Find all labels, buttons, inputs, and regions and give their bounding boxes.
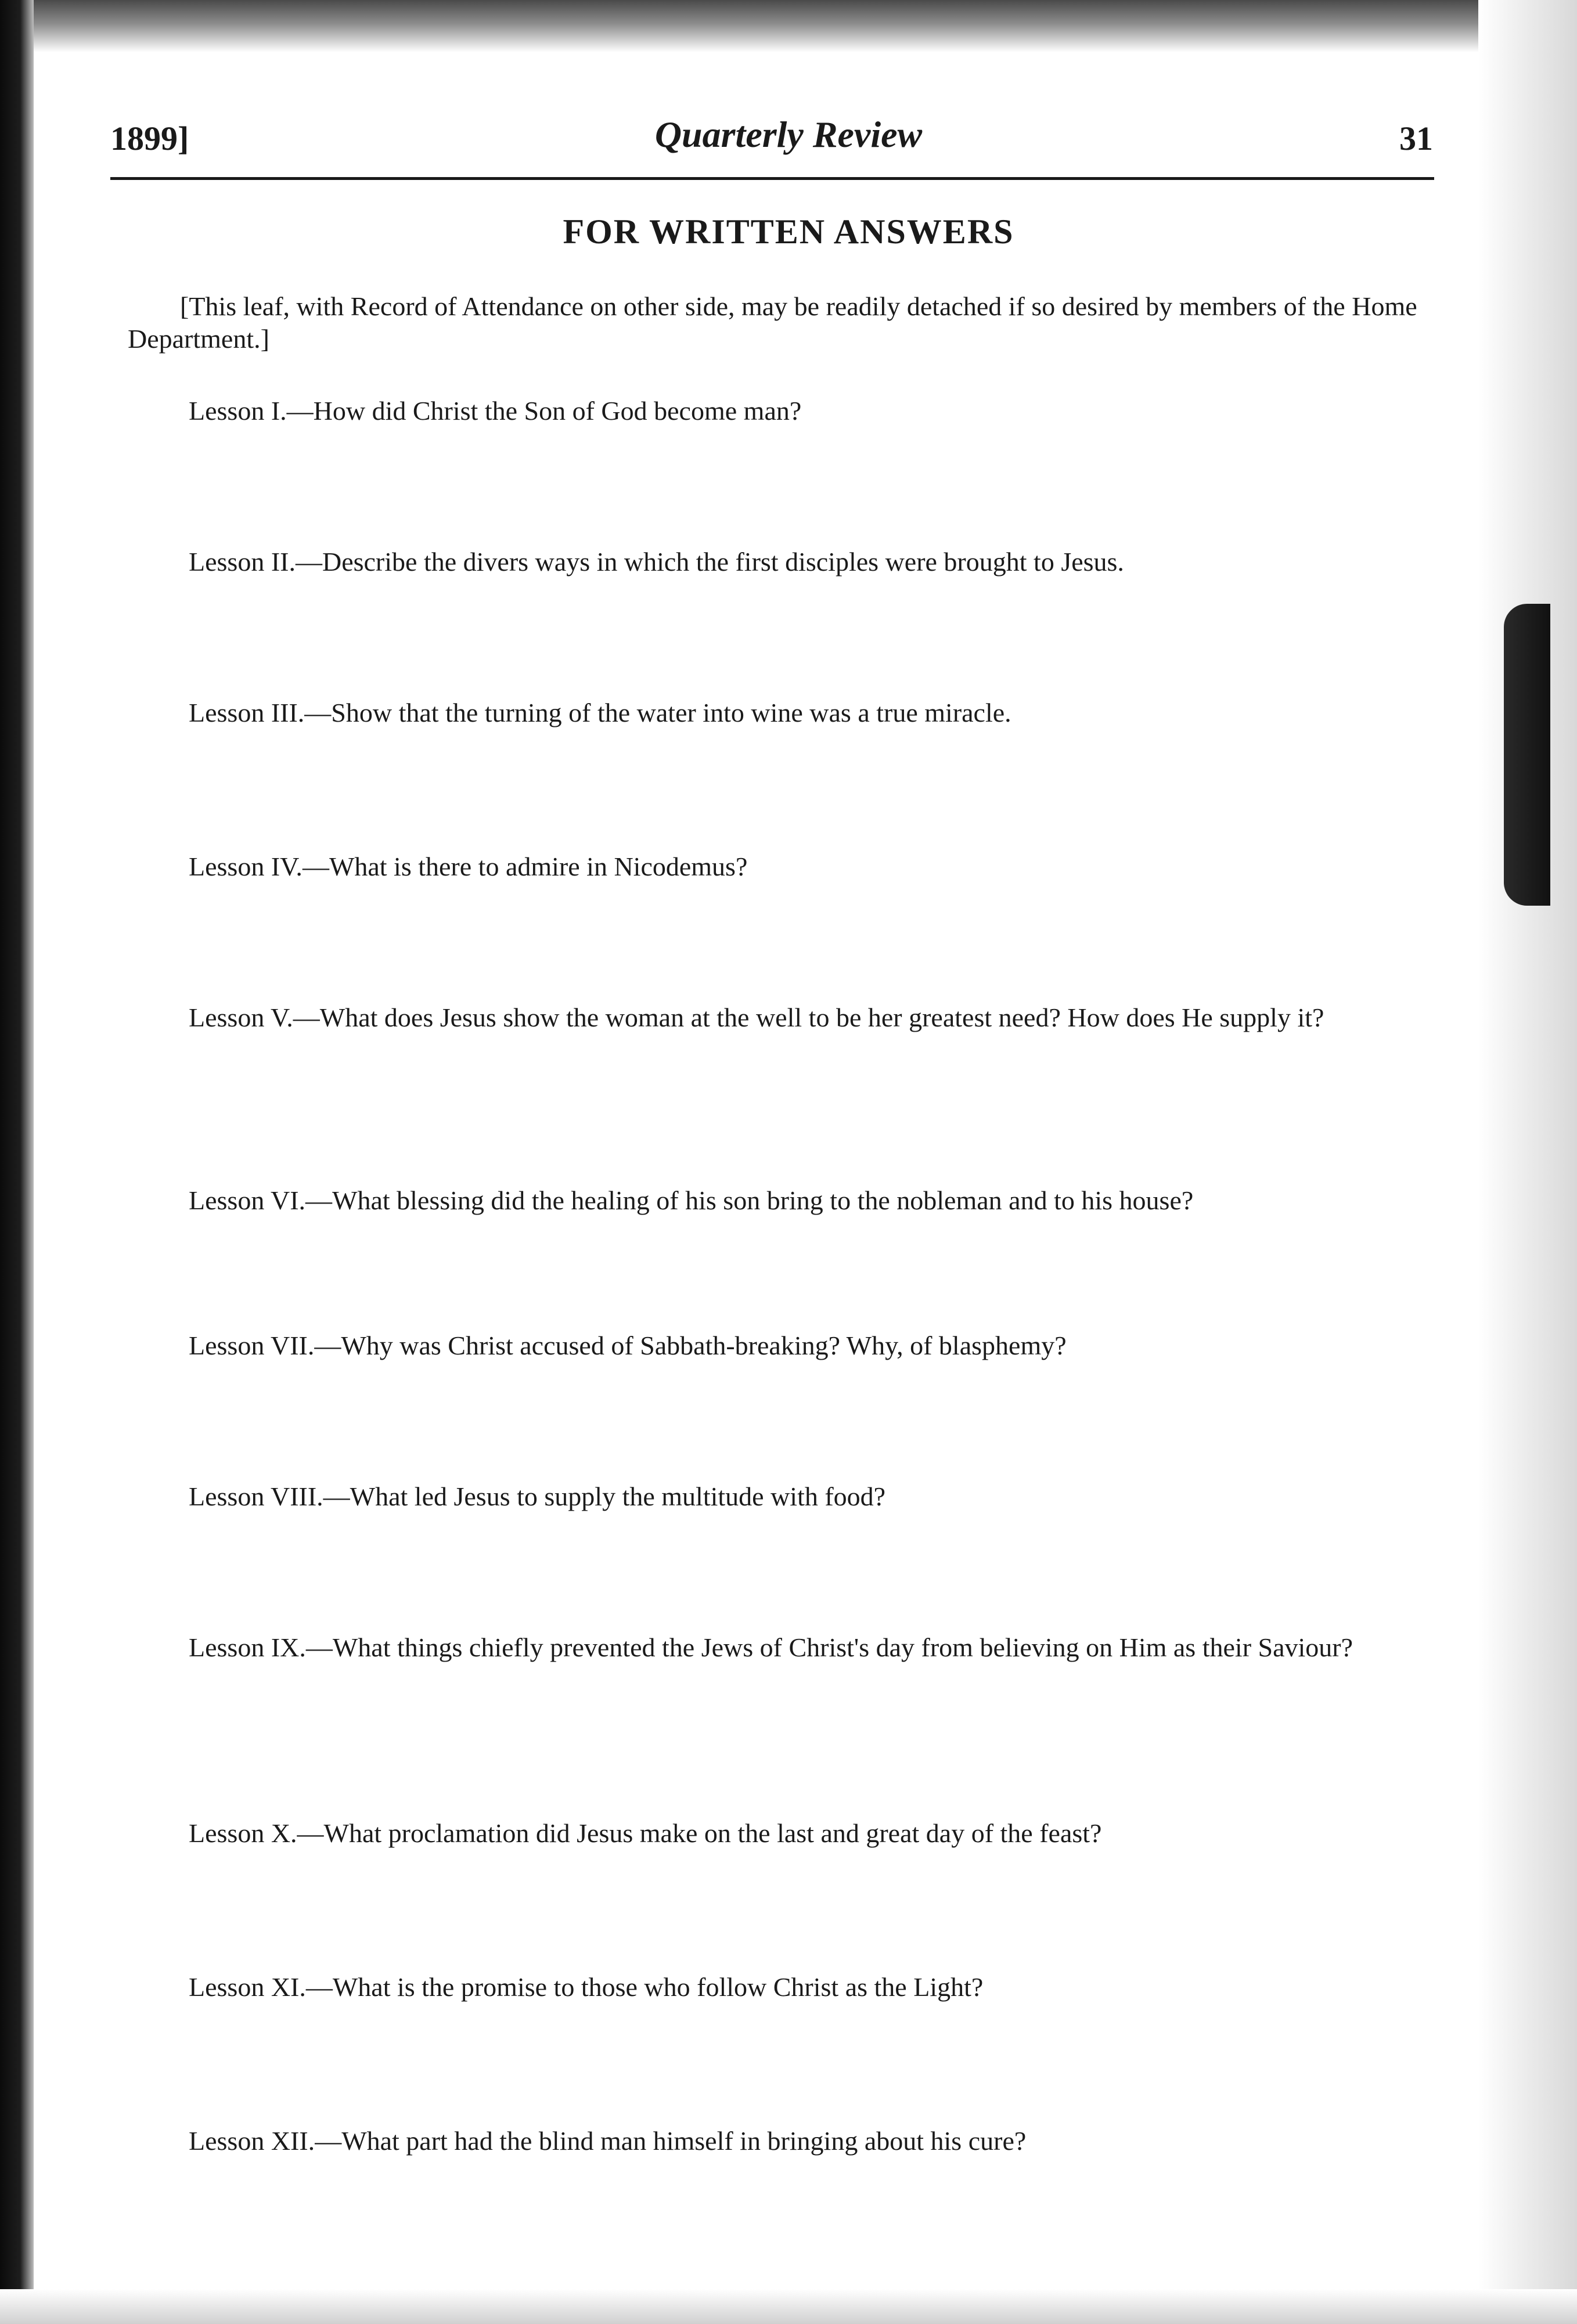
scan-bottom-edge	[0, 2289, 1577, 2324]
scan-right-edge	[1478, 0, 1577, 2324]
lesson-item	[128, 1184, 1440, 1217]
page-number: 31	[1399, 120, 1433, 157]
lesson-item	[128, 851, 1440, 883]
lesson-number: Lesson VI.	[189, 1186, 306, 1215]
lesson-item	[128, 1480, 1440, 1513]
lesson-item	[128, 697, 1440, 729]
lesson-number: Lesson III.	[189, 698, 305, 727]
lesson-question: —Describe the divers ways in which the first disciples were brought to Jesus.	[295, 547, 1124, 577]
lesson-question: —What is the promise to those who follow Christ as the Light?	[305, 1972, 984, 2002]
scan-top-edge	[34, 0, 1577, 52]
lesson-question: —What is there to admire in Nicodemus?	[302, 852, 748, 881]
lesson-question: —Why was Christ accused of Sabbath-breaking? Why, of blasphemy?	[314, 1331, 1067, 1360]
lesson-item	[128, 395, 1440, 427]
lesson-question: —What part had the blind man himself in bringing about his cure?	[315, 2126, 1027, 2156]
lesson-number: Lesson II.	[189, 547, 296, 577]
lesson-item	[128, 1001, 1440, 1034]
lesson-number: Lesson VII.	[189, 1331, 315, 1360]
lesson-item	[128, 546, 1440, 578]
lesson-item	[128, 1971, 1440, 2004]
binding-shadow	[1504, 604, 1550, 906]
scan-left-edge	[0, 0, 34, 2324]
lesson-question: —How did Christ the Son of God become man?	[286, 396, 802, 426]
lesson-number: Lesson V.	[189, 1003, 293, 1032]
header-year: 1899]	[110, 120, 189, 157]
lesson-number: Lesson I.	[189, 396, 287, 426]
lesson-item	[128, 1817, 1440, 1850]
lesson-question: —What proclamation did Jesus make on the last and great day of the feast?	[297, 1818, 1102, 1848]
lesson-number: Lesson XII.	[189, 2126, 315, 2156]
lesson-number: Lesson VIII.	[189, 1482, 323, 1511]
lesson-number: Lesson IX.	[189, 1633, 306, 1662]
header-rule	[110, 177, 1434, 180]
lesson-question: —What things chiefly prevented the Jews of Christ's day from believing on Him as their Saviour?	[305, 1633, 1353, 1662]
lesson-question: —What led Jesus to supply the multitude with food?	[323, 1482, 886, 1511]
lesson-number: Lesson IV.	[189, 852, 303, 881]
lesson-number: Lesson X.	[189, 1818, 297, 1848]
section-heading: FOR WRITTEN ANSWERS	[563, 212, 1014, 251]
lesson-item	[128, 1329, 1440, 1362]
lesson-number: Lesson XI.	[189, 1972, 306, 2002]
lesson-question: —What does Jesus show the woman at the well to be her greatest need? How does He supply it?	[293, 1003, 1324, 1032]
lesson-item	[128, 1631, 1440, 1664]
running-title: Quarterly Review	[654, 114, 923, 155]
lesson-question: —Show that the turning of the water into wine was a true miracle.	[304, 698, 1011, 727]
lesson-question: —What blessing did the healing of his son bring to the nobleman and to his house?	[305, 1186, 1194, 1215]
lesson-item	[128, 2125, 1440, 2157]
intro-note: [This leaf, with Record of Attendance on other side, may be readily detached if so desired by members of the Home Department.]	[128, 291, 1417, 354]
